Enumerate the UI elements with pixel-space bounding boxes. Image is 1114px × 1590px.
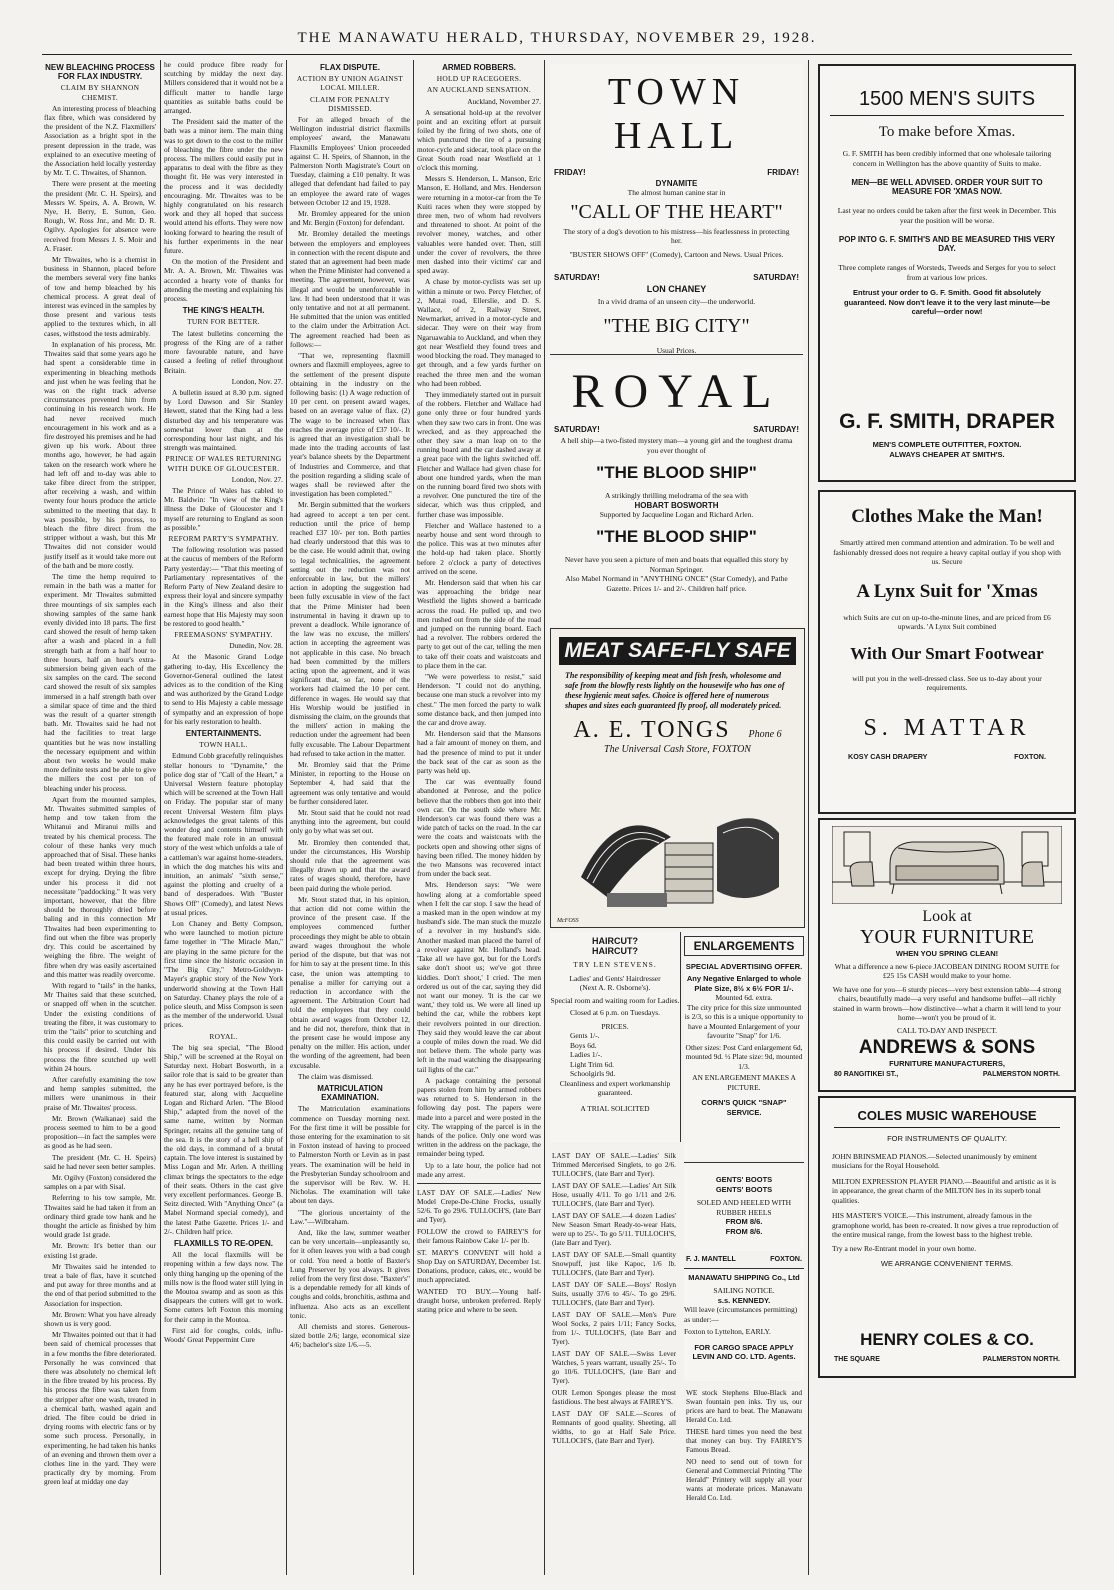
paragraph: A sensational hold-up at the revolver point and an exciting effort at pursuit foiled by the firing of two shots, one of which punctured the tire of a pursuing motor-cycle and sidecar, took place on the Great South road near Westfield at 1 o'clock this morning.	[417, 107, 541, 173]
ad-line: which Suits are cut on up-to-the-minute lines, and are priced from £6 upwards. 'A Lynx Suit combined	[843, 612, 1051, 631]
ad-heading: ENLARGEMENTS	[684, 936, 804, 956]
ad-title: ROYAL	[571, 365, 782, 418]
paragraph: Mr. Henderson said that when his car was approaching the bridge near Westfield the lights showed a barricade across the road. He pulled up, and two men rushed out from the side of the road and jumped on the running board. Each had a revolver. The robbers ordered the party to get out of the car, telling the men to take off their coats and waistcoats and to place them in the car.	[417, 577, 541, 670]
paragraph: First aid for coughs, colds, influ-Woods' Great Peppermint Cure	[164, 1325, 283, 1345]
coles-music-ad	[818, 1096, 1076, 1320]
ad-title: TOWN HALL	[607, 71, 746, 157]
ad-subtitle: To make before Xmas.	[878, 124, 1016, 140]
paragraph: Mr. Bromley then contended that, under the circumstances, His Worship should rule that the agreement was illegally drawn up and that the award rates of wages should, therefore, have been paid during the whole period.	[290, 837, 410, 893]
ad-line: SOLED AND HEELED WITH RUBBER HEELS	[696, 1198, 792, 1217]
ad-heading: GENTS' BOOTS	[715, 1175, 773, 1184]
paragraph: Apart from the mounted samples, Mr. Thwaites submitted samples of hemp and tow taken from the Whitanui and Miranui mills and treated by his chemical process. The colour of these hanks very much approached that of Sisal. These hanks had been treated within three hours, except for drying. Drying the fibre under his process it did not necessitate "paddocking." It was very important, however, that the fibre should be thoroughly dried before baling and in this connection Mr Thwaites had been experimenting to find out when the fibre was properly dry. This could be ascertained by weighing the fibre. The weight of fibre when dry was easily ascertained and this matter was readily overcome.	[44, 794, 156, 979]
paragraph: Mr Thwaites said he intended to treat a bale of flax, have it scutched and put away for three months and at the end of that period submitted to the Association for inspection.	[44, 1261, 156, 1308]
town-name: PALMERSTON NORTH.	[982, 1356, 1060, 1363]
film-title: "THE BLOOD SHIP"	[596, 463, 757, 482]
classified-ad: FOLLOW the crowd to FAIREY'S for their famous Rainbow Cake 1/- per lb.	[417, 1226, 541, 1245]
paragraph: Lon Chaney and Betty Compson, who were launched to motion picture fame together in "The Miracle Man," are playing in the same picture for the first time since the historic occasion in "The Big City," Metro-Goldwyn-Mayer's graphic story of the New York underworld showing at the Town Hall on Saturday. Chaney plays the role of a police sleuth, and Miss Compson is seen as the member of the underworld. Usual prices.	[164, 919, 283, 1030]
paragraph: Mr. Bromley said that the Prime Minister, in reporting to the House on September 4, had said that the agreement was only tentative and would be further considered later.	[290, 760, 410, 806]
paragraph: The Prince of Wales has cabled to Mr. Baldwin: "In view of the King's illness the Duke of Gloucester and I myself are returning to England as soon as possible."	[164, 485, 283, 532]
paragraph: The President said the matter of the bath was a minor item. The main thing was to get down to the cost to the miller of bleaching the fibre under the new process. The millers could easily put in apparatus to deal with the fibre as they thought fit. He was very interested in the process and it was decidedly encouraging. Mr. Thwaites was to be highly congratulated on his research work and they all hoped that success would attend his efforts. They were now looking forward to hearing the result of his further experiments in the near future.	[164, 117, 283, 256]
classified-ad: LAST DAY OF SALE.—Scores of Remnants of good quality. Sheeting, all widths, to go at Half Sale Price. TULLOCH'S, (late Barr and Tyer).	[552, 1409, 676, 1445]
ad-line: ALWAYS CHEAPER AT SMITH'S.	[889, 449, 1005, 459]
classified-ad: LAST DAY OF SALE.—Boys' Roslyn Suits, usually 37/6 to 45/-. To go 29/6. TULLOCH'S, (late Barr and Tyer).	[552, 1280, 676, 1307]
star-name: HOBART BOSWORTH	[634, 500, 719, 510]
phone-number: Phone 6	[748, 729, 782, 740]
paragraph: Mr. Bromley appeared for the union and Mr. Bergin (Foxton) for defendant.	[290, 209, 410, 228]
subheadline: CLAIM BY SHANNON CHEMIST.	[60, 83, 140, 102]
paragraph: Referring to his tow sample, Mr. Thwaites said he had taken it from an ordinary third grade tow hank and he thought the article as finished by him would grade 1st grade.	[44, 1193, 156, 1240]
paragraph: Messrs S. Henderson, L. Manson, Eric Manson, E. Holland, and Mrs. Henderson were returning in a motor-car from the Te Kuiti races when they were stopped by three men, two of whom had revolvers and threatened to shoot. At point of the revolver money, watches, and other valuables were handed over. Then, still under the cover of revolvers, the three men dashed into their victims' car and sped away.	[417, 174, 541, 276]
haircut-ad	[550, 932, 681, 1142]
paragraph: Mr Thwaites pointed out that it had been said of chemical processes that in a few months the fibre deteriorated. Personally he was convinced that there was absolutely no chemical left in the fibre treated by his process. By his process the fibre was taken from the stripper after one wash, treated in a chemical bath, washed again and dried. The fibre could be dried in drying rooms with electric fans or by some such process. Personally, in experimenting, he had taken his hanks of an evening and thrown them over a clothes line in the yard. They were practically dry by morning. From green leaf at midday one day	[44, 1330, 156, 1487]
film-title: "THE BLOOD SHIP"	[596, 527, 757, 546]
paragraph: An interesting process of bleaching flax fibre, which was considered by the president of the N.Z. Flaxmillers' Association as a bright spot in the present depression in the trade, was explained to an executive meeting of the Association held locally yesterday by Mr. T. C. Thwaites, of Shannon.	[44, 103, 156, 178]
price-item: Light Trim 6d.	[570, 1059, 614, 1069]
dateline: London, Nov. 27.	[231, 376, 283, 386]
ad-line: What a difference a new 6-piece JACOBEAN DINING ROOM SUITE for £25 15s CASH would make to your home.	[834, 961, 1060, 980]
dateline: Dunedin, Nov. 28.	[229, 641, 283, 651]
headline: ARMED ROBBERS.	[442, 63, 516, 72]
film-title: "THE BIG CITY"	[603, 314, 750, 337]
classified-ad: NO need to send out of town for General and Commercial Printing "The Herald" Printery will supply all your wants at moderate prices. Manawatu Herald Co. Ltd.	[686, 1457, 802, 1502]
ship-name: s.s. KENNEDY.	[717, 1295, 771, 1305]
business-name: TRY LEN STEVENS.	[573, 960, 657, 969]
town-hall-ad	[550, 64, 803, 355]
price-item: Boys 6d.	[570, 1040, 597, 1050]
address: 80 RANGITIKEI ST.,	[834, 1070, 899, 1078]
paragraph: With regard to "tails" in the hanks, Mr Thaites said that these scutched, or snapped off when in the scutcher. Under the existing conditions of treating the fibre, it was customary to trim the "tails" prior to scutching and this could easily be carried out with his process if desired. Under his process the fibre scutched up well within 24 hours.	[44, 980, 156, 1073]
classified-ad: OUR Lemon Sponges please the most fastidious. The best always at FAIREY'S.	[552, 1388, 676, 1406]
paragraph: The president (Mr. C. H. Speirs) said he had never seen better samples.	[44, 1152, 156, 1171]
masthead: THE MANAWATU HERALD, THURSDAY, NOVEMBER 29, 1928.	[297, 30, 817, 46]
description: Never have you seen a picture of men and boats that equalled this story by Norman Springer.	[564, 555, 789, 574]
ad-line: Cleanliness and expert workmanship guaranteed.	[559, 1078, 671, 1097]
ad-title: YOUR FURNITURE	[860, 926, 1034, 948]
ad-line: FROM 8/6.	[725, 1226, 763, 1236]
business-name: S. MATTAR	[863, 714, 1031, 741]
paragraph: The car was eventually found abandoned at Penrose, and the police believe that the robbers then got into their own car. On the south side where Mr. Henderson's car was found there was a wide patch of tacks on the road. In the car were the coats and waistcoats with the pockets open and showing other signs of having been rifled. The money hidden by the two Mansons was recovered intact from under the back seat.	[417, 777, 541, 879]
town-name: PALMERSTON NORTH.	[982, 1070, 1060, 1078]
ad-line: We have one for you—6 sturdy pieces—very best extension table—4 strong chairs, beautifully made—a very useful and handsome buffet—all richly stained in warm brown—how distinctive—what a charm it will lend to your home—won't you be proud of it.	[832, 984, 1062, 1022]
classifieds	[552, 1148, 676, 1580]
column-bleaching-article	[44, 60, 156, 1575]
town-name: FOXTON.	[1014, 751, 1046, 761]
subheadline: REFORM PARTY'S SYMPATHY.	[168, 533, 279, 543]
enlargements-ad	[684, 932, 804, 1160]
ad-heading: HAIRCUT?	[592, 946, 638, 956]
ad-line: SPECIAL ADVERTISING OFFER.	[685, 962, 803, 971]
paragraph: All the local flaxmills will be reopening within a few days now. The only thing hanging up the opening of the mills now is the flood water still lying in the Moutoa swamp and as soon as this disappears the cutters will get to work. Some cutters left Foxton this morning for their camp in the Moutoa.	[164, 1250, 283, 1324]
paragraph: At the Masonic Grand Lodge gathering to-day, His Excellency the Governor-General outlined the latest advices as to the condition of the King and was authorized by the Grand Lodge to send to His Majesty a cable message of sympathy and an expression of hope for his early restoration to health.	[164, 652, 283, 726]
price-item: Gents 1/-.	[570, 1031, 600, 1040]
ad-heading: Look at	[922, 908, 972, 925]
paragraph: Mr. Stout said that he could not read anything into the agreement, but could only go by what was set out.	[290, 808, 410, 836]
paragraph: Edmund Cobb gracefully relinquishes stellar honours to "Dynamite," the police dog star of "Call of the Heart," a Universal Western feature photoplay which will be screened at the Town Hall on Friday. The popular star of many recent Universal Western film plays acknowledges the great talents of this wonder dog and contents himself with the featured male role in an unusual story of the west which unfolds a tale of a cattleman's war against home-steaders, in which the dog matches his wits and intuition, an animals' "sixth sense," against the plotting and cruelty of a band of desperadoes. With "Buster Shows Off" (Comedy), and latest News at usual prices.	[164, 751, 283, 917]
ad-heading: MANAWATU SHIPPING Co., Ltd	[688, 1273, 800, 1282]
artist-signature: McFOSS	[557, 918, 579, 924]
paragraph: Up to a late hour, the police had not made any arrest.	[417, 1160, 541, 1179]
paragraph: A bulletin issued at 8.30 p.m. signed by Lord Dawson and Sir Stanley Hewett, stated that the King had a less disturbed day and his temperature was somewhat lower than at the corresponding hour last night, and his strength was maintained.	[164, 387, 283, 453]
address: THE SQUARE	[834, 1356, 880, 1363]
ad-title: COLES MUSIC WAREHOUSE	[834, 1108, 1060, 1128]
royal-ad	[550, 360, 803, 625]
ad-line: FOR CARGO SPACE APPLY LEVIN AND CO. LTD. Agents.	[692, 1342, 796, 1361]
subheadline: ACTION BY UNION AGAINST LOCAL MILLER.	[296, 74, 404, 93]
paragraph: The following resolution was passed at the caucus of members of the Reform Party yesterday:— "That this meeting of Parliamentary representatives of the Reform Party of New Zealand desire to express their loyal and sincere sympathy in the King's illness and also their earnest hope that His Majesty may soon be restored to good health."	[164, 545, 283, 628]
store-sub: The Universal Cash Store, FOXTON	[604, 744, 751, 755]
ad-line: Mounted 6d. extra.	[715, 993, 773, 1002]
day-label: SATURDAY!	[554, 425, 600, 434]
subheadline: ROYAL.	[209, 1031, 238, 1041]
paragraph: Mr Thwaites, who is a chemist in business in Shannon, placed before the members several very fine hanks of tow and hemp bleached by his chemical process. A great deal of interest was evinced in the samples by those present and various tests applied to the textures which, in all cases, withstood the tests admirably.	[44, 255, 156, 338]
ad-line: FOR INSTRUMENTS OF QUALITY.	[887, 1134, 1007, 1143]
headline: THE KING'S HEALTH.	[182, 306, 265, 316]
paragraph: "The glorious uncertainty of the Law."—Wilbraham.	[290, 1207, 410, 1226]
ad-line: WE ARRANGE CONVENIENT TERMS.	[880, 1259, 1014, 1268]
support-program: Also Mabel Normand in "ANYTHING ONCE" (Star Comedy), and Pathe Gazette. Prices 1/- and 2/-. Children half price.	[565, 574, 788, 593]
suits-ad	[818, 64, 1076, 403]
ad-line: CORN'S QUICK "SNAP" SERVICE.	[701, 1098, 787, 1117]
ad-line: Foxton to Lyttelton, EARLY.	[684, 1327, 771, 1336]
ad-line: WHEN YOU SPRING CLEAN!	[895, 949, 999, 958]
day-label: SATURDAY!	[753, 273, 799, 282]
ad-line: Three complete ranges of Worsteds, Tweeds and Serges for you to select from at various low prices.	[838, 263, 1056, 282]
shipping-ad	[684, 1268, 804, 1381]
ad-text: The responsibility of keeping meat and fish fresh, wholesome and safe from the blowfly rests lightly on the housewife who has one of these hygienic meat safes. Choice is offered here of numerous shapes and sizes each guaranteed fly proof, all moderately priced.	[565, 671, 785, 710]
paragraph: They immediately started out in pursuit of the robbers. Fletcher and Wallace had gone only three or four hundred yards when they saw two cars in front. One was wrecked, and as they approached the other they saw a man leap on to the running board and the car dashed away at a great pace with the lights switched off. Fletcher and Wallace had given chase for about one hundred yards, when the man on the running board fired two shots with a revolver. One punctured the tire of the sidecar, which was thus crippled, and further chase was impossible.	[417, 389, 541, 519]
column-armed-robbers	[417, 60, 541, 1575]
ad-line: POP INTO G. F. SMITH'S AND BE MEASURED THIS VERY DAY.	[838, 235, 1056, 253]
ad-heading: A Lynx Suit for 'Xmas	[856, 580, 1038, 602]
mattar-ad	[818, 490, 1076, 814]
paragraph: "That we, representing flaxmill owners and flaxmill employees, agree to the settlement of the present dispute obtaining in the industry on the following basis: (1) A wage reduction of 10 per cent. on present award wages, based on an average value of flax. (2) The wage to be increased when flax reaches the average price of £37 10/-. It is agreed that an investigation shall be made into the trading accounts of last year's balance sheets by the Department of Industries and Commerce, and that the position regarding a sliding scale of wages shall be reviewed after the investigation has been completed."	[290, 351, 410, 499]
ad-line: Any Negative Enlarged to whole Plate Size, 8½ x 6½ FOR 1/-.	[686, 974, 802, 993]
ad-line: Ladies' and Gents' Hairdresser	[569, 973, 661, 983]
ad-line: AN ENLARGEMENT MAKES A PICTURE.	[692, 1073, 796, 1092]
masthead-rule	[42, 54, 1072, 55]
column-rule	[160, 60, 161, 1575]
classified-ad: LAST DAY OF SALE.—Ladies' Silk Trimmed Mercerised Singlets, to go 2/6. TULLOCH'S, (late Barr and Tyer).	[552, 1151, 676, 1178]
ad-line: Try a new Re-Entrant model in your own home.	[832, 1243, 977, 1253]
day-label: FRIDAY!	[554, 168, 586, 177]
ad-line: Other sizes: Post Card enlargement 6d, mounted 9d. ½ Plate size: 9d, mounted 1/3.	[685, 1042, 803, 1071]
paragraph: Fletcher and Wallace hastened to a nearby house and sent word through to the police. This was at two minutes after the hold-up had taken place. Shortly before 2 o'clock a party of detectives arrived on the scene.	[417, 520, 541, 576]
ad-line: FROM 8/6.	[725, 1217, 763, 1226]
star-name: DYNAMITE	[655, 179, 698, 188]
store-name: A. E. TONGS	[573, 717, 731, 743]
classified-ad: WE stock Stephens Blue-Black and Swan fountain pen inks. Try us, our prices are hard to beat. The Manawatu Herald Co. Ltd.	[686, 1388, 802, 1424]
price-item: Schoolgirls 9d.	[570, 1069, 616, 1078]
description: In a vivid drama of an unseen city—the underworld.	[597, 297, 756, 306]
smith-draper-ad	[818, 398, 1076, 482]
classified-ad: ST. MARY'S CONVENT will hold a Shop Day on SATURDAY, December 1st. Donations, produce, cakes, etc., would be much appreciated.	[417, 1247, 541, 1284]
column-news	[164, 60, 283, 1575]
paragraph: The time the hemp required to remain in the bath was a matter for experiment. Mr Thwaites submitted three mountings of six samples each showing samples of the same hank evenly divided into 18 parts. The first card showed the result of hemp taken after a wash and placed in a full strength bath at from a half hour to three hours, half an hour's extra-submersion being given each of the six samples on the card. The second card showed the result of six samples immersed in a half strength bath over a similar space of time and the third was the result of a quarter strength bath. Mr. Thwaites said he had not had the facilities to treat large quantities but he was now installing the necessary equipment and within about two weeks he would make more definite tests and be able to give the millers the cost per ton of bleaching under his process.	[44, 571, 156, 793]
paragraph: The claim was dismissed.	[298, 1071, 373, 1081]
ad-heading: GENTS' BOOTS	[715, 1184, 773, 1194]
support-cast: Supported by Jacqueline Logan and Richard Arlen.	[599, 509, 754, 519]
subheadline: TOWN HALL.	[199, 740, 248, 750]
ad-title: G. F. SMITH, DRAPER	[839, 410, 1055, 433]
paragraph: The latest bulletins concerning the progress of the King are of a rather more favourable nature, and have caused a feeling of relief throughout Britain.	[164, 328, 283, 375]
paragraph: Mr. Bergin submitted that the workers had agreed to accept a ten per cent. reduction until the price of hemp reached £37 10/- per ton. Both parties had clearly understood that this was to be the case. He would admit that, owing to legal technicalities, the agreement setting out the reduction was not enforceable in law, but the millers' action in adopting the suggestion had been fully excusable in view of the fact that the Prime Minister had been instrumental in having it drawn up to prevent a deadlock. While ignorance of the law was no excuse, the millers' action in accepting the agreement was not applicable in this case. No breach had been committed by the millers acting upon the agreement, and it was significant that, so far, none of the workers had claimed the 10 per cent. difference in wages. He would say that His Worship would be justified in dismissing the claim, on the grounds that the millers' action in making the reduction under the agreement had been fully excusable. The Labour Department had refused to take action in the matter.	[290, 500, 410, 758]
business-line: KOSY CASH DRAPERY	[848, 751, 928, 761]
ad-line: Smartly attired men command attention and admiration. To be well and fashionably dressed does not require a heavy capital outlay if you shop with us. Secure	[833, 538, 1061, 566]
paragraph: On the motion of the President and Mr. A. A. Brown, Mr. Thwaites was accorded a hearty vote of thanks for attending the meeting and explaining his process.	[164, 257, 283, 304]
headline: NEW BLEACHING PROCESS FOR FLAX INDUSTRY.	[45, 63, 155, 82]
classified-ad: LAST DAY OF SALE.—Ladies' Art Silk Hose, usually 4/11. To go 1/11 and 2/6. TULLOCH'S, (late Barr and Tyer).	[552, 1181, 676, 1208]
headline: ENTERTAINMENTS.	[185, 729, 262, 739]
classified-ad: THESE hard times you need the best that money can buy. Try FAIREY'S Famous Bread.	[686, 1427, 802, 1454]
paragraph: In explanation of his process, Mr. Thwaites said that some years ago he had spent a considerable time in experimenting in bleaching methods and just when he was feeling that he was on the right track adverse circumstances prevented him from continuing in his research work. He had never received much encouragement in his work and as a fire destroyed his premises and he had given up his work. About three months ago, however, he had again taken on the research work where he had left off and to-day was able to take fibre direct from the stripper, after receiving a wash, and within twenty four hours produce the article submitted to the meeting that day. It was possible, by his process, to bleach the fibre direct from the stripper without a wash, but this Mr Thwaites did not consider would justify itself as it would take more out of the bath and be more costly.	[44, 339, 156, 570]
ad-line: Last year no orders could be taken after the first week in December. This year the position will be worse.	[837, 206, 1057, 225]
ad-line: MEN—BE WELL ADVISED. ORDER YOUR SUIT TO MEASURE FOR 'XMAS NOW.	[851, 178, 1043, 196]
classified-ad: LAST DAY OF SALE.—Swiss Lever Watches, 5 years warrant, usually 25/-. To go 10/6. TULLOCH'S, (late Barr and Tyer).	[552, 1349, 676, 1385]
column-rule	[544, 60, 545, 1575]
boots-ad	[684, 1162, 804, 1251]
classified-ad: LAST DAY OF SALE.—Ladies' New Model Crepe-De-Chine Frocks, usually 52/6. To go 29/6. TULLOCH'S, (late Barr and Tyer).	[417, 1187, 541, 1224]
price-item: Ladies 1/-.	[570, 1050, 603, 1059]
headline: MATRICULATION EXAMINATION.	[317, 1083, 383, 1103]
prices-heading: PRICES.	[601, 1021, 629, 1031]
paragraph: Mr. Brown (Waikanae) said the process seemed to him to be a good proposition—in fact the samples were as good as he had seen.	[44, 1113, 156, 1151]
business-name: F. J. MANTELL	[686, 1254, 736, 1263]
subheadline: FREEMASONS' SYMPATHY.	[174, 629, 273, 639]
ad-line: MILTON EXPRESSION PLAYER PIANO.—Beautiful and artistic as it is in appearance, the great charm of the MILTON lies in its superb tonal qualities.	[832, 1176, 1057, 1205]
sofa-room-illustration	[832, 826, 1062, 904]
town-name: FOXTON.	[770, 1254, 802, 1263]
paragraph: After carefully examining the tow and hemp samples submitted, the millers were unanimous in their praise of Mr. Thwaites' process.	[44, 1074, 156, 1112]
ad-line: CALL TO-DAY AND INSPECT.	[896, 1025, 997, 1035]
support-program: "BUSTER SHOWS OFF" (Comedy), Cartoon and News. Usual Prices.	[569, 249, 784, 259]
meat-safe-illustration	[567, 797, 787, 915]
day-label: SATURDAY!	[753, 425, 799, 434]
subheadline: TURN FOR BETTER.	[187, 317, 260, 327]
paragraph: Mr. Ogilvy (Foxton) considered the samples on a par with Sisal.	[44, 1172, 156, 1192]
divider	[417, 1183, 541, 1184]
paragraph: Mrs. Henderson says: "We were howling along at a comfortable speed when I felt the car stop. I saw the head of a masked man in the open window at my husband's side. The man stuck the muzzle of a revolver in my husband's side. Another masked man placed the barrel of a revolver against Mr. Holland's head. 'Take all we have got, but for the Lord's sake don't shoot us; we've got three kiddies. Don't shoot,' I cried. The men ordered us out of the car, saying they did not want our money. 'It is the car we want,' they told us. We were all lined up behind the car, while the robbers kept their revolvers pointed in our direction. They said they would leave the car about a couple of miles down the road. We did not believe them. The whole party was left in the road watching the disappearing tail lights of the car."	[417, 880, 541, 1074]
ad-line: HIS MASTER'S VOICE.—This instrument, already famous in the gramophone world, has been re-created. It now gives a true reproduction of the entire musical range, from the lowest bass to the highest treble.	[832, 1211, 1059, 1239]
paragraph: "We were powerless to resist," said Henderson. "I could not do anything, because one man stuck a revolver into my chest." The men forced the party to walk some distance back, and then jumped into the car and drove away.	[417, 672, 541, 728]
prices: Usual Prices.	[656, 345, 697, 355]
description: The almost human canine star in	[627, 188, 726, 197]
ad-line: Closed at 6 p.m. on Tuesdays.	[569, 1008, 660, 1017]
henry-coles-ad	[818, 1316, 1076, 1378]
furniture-ad	[818, 818, 1076, 1092]
paragraph: Mr. Stout stated that, in his opinion, that action did not come within the province of the present case. If the employees commenced further proceedings they might be able to obtain award wages throughout the whole period of the dispute, but that was not for him to say at the present time. In this case, the union was attempting to penalise a miller for carrying out a reduction in accordance with the agreement. The Arbitration Court had told the employees that they could obtain award wages from October 12, and he did not, therefore, think that in the present case he would impose any penalty on the miller. His action, under the wording of the agreement, had been excusable.	[290, 894, 410, 1070]
ad-line: Entrust your order to G. F. Smith. Good fit absolutely guaranteed. Now don't leave it to the very last minute—be careful—order now!	[844, 288, 1050, 316]
ad-line: Will leave (circumstances permitting) as under:—	[684, 1305, 798, 1324]
day-label: SATURDAY!	[554, 273, 600, 282]
dateline: London, Nov. 27.	[231, 474, 283, 484]
ad-line: (Next A. R. Osborne's).	[579, 983, 651, 992]
subheadline: AN AUCKLAND SENSATION.	[426, 85, 532, 95]
paragraph: Mr. Brown: What you have already shown us is very good.	[44, 1309, 156, 1329]
ad-line: FURNITURE MANUFACTURERS,	[889, 1059, 1005, 1068]
classified-ad: WANTED TO BUY.—Young half-draught horse, unbroken preferred. Reply stating price and where to be seen.	[417, 1286, 541, 1314]
column-rule	[413, 60, 414, 1575]
ad-line: A TRIAL SOLICITED	[580, 1103, 650, 1113]
ad-line: The city price for this size unmounted is 2/3, so this is a unique opportunity to have a Mounted Enlargement of your favourite "Snap" for 1/6.	[684, 1002, 804, 1040]
subheadline: CLAIM FOR PENALTY DISMISSED.	[310, 94, 390, 113]
description: A strikingly thrilling melodrama of the sea with	[604, 491, 749, 500]
ad-line: G. F. SMITH has been credibly informed that one wholesale tailoring concern in Wellington has the above quantity of Suits to make.	[842, 149, 1052, 168]
paragraph: The Matriculation examinations commence on Tuesday morning next. For the first time it will be possible for those entering for the examination to sit in Foxton instead of having to proceed to Palmerston North or Levin as in past years. The examination will be held in the Presbyterian Sunday schoolroom and the supervisor will be Rev. W. H. Nicholas. The examination will take about ten days.	[290, 1104, 410, 1206]
paragraph: A package containing the personal papers stolen from him by armed robbers was returned to S. Henderson in the following day post. The papers were made into a parcel and were posted in the city. The wrapping of the parcel is in the hands of the police. Only one word was written in the address on the package, the remainder being typed.	[417, 1075, 541, 1159]
ad-banner: MEAT SAFE-FLY SAFE	[559, 637, 796, 665]
meat-safe-ad	[550, 628, 805, 928]
column-rule	[286, 60, 287, 1575]
description: A hell ship—a two-fisted mystery man—a young girl and the toughest drama you ever thought of	[560, 436, 793, 455]
headline: FLAX DISPUTE.	[319, 63, 380, 72]
subheadline: PRINCE OF WALES RETURNING WITH DUKE OF GLOUCESTER.	[165, 454, 282, 473]
paragraph: Mr. Henderson said that the Mansons had a fair amount of money on them, and had the presence of mind to put it under the back seat of the car as soon as the party was held up.	[417, 729, 541, 776]
paragraph: And, like the law, summer weather can be very uncertain—unpleasantly so, for it often leaves you with a bad cough or cold. You need a bottle of Baxter's Lung Preserver by you always. It gives relief from the very first dose. "Baxter's" is a dependable remedy for all kinds of coughs and colds, bronchitis, asthma and influenza. Also acts as an excellent tonic.	[290, 1227, 410, 1320]
ad-line: will put you in the well-dressed class. See us to-day about your requirements.	[852, 673, 1042, 692]
paragraph: All chemists and stores. Generous-sized bottle 2/6; large, economical size 4/6; bachelor's size 1/6.—5.	[290, 1322, 410, 1350]
film-title: "CALL OF THE HEART"	[570, 200, 783, 223]
business-name: HENRY COLES & CO.	[860, 1330, 1034, 1349]
star-name: LON CHANEY	[646, 284, 707, 294]
ad-heading: With Our Smart Footwear	[850, 643, 1044, 663]
ad-title: Clothes Make the Man!	[851, 506, 1043, 527]
misc-classifieds	[686, 1385, 802, 1580]
paragraph: he could produce fibre ready for scutching by midday the next day. Millers considered that it would not be a difficult matter to handle large quantities as suitable baths could be arranged.	[164, 60, 283, 116]
ad-line: JOHN BRINSMEAD PIANOS.—Selected unanimously by eminent musicians for the Royal Household.	[832, 1151, 1037, 1170]
paragraph: The big sea special, "The Blood Ship," will be screened at the Royal on Saturday next. Hobart Bosworth, in a sailor role that is said to be greater than any he has ever portrayed before, is the featured star, along with Jacqueline Logan and Richard Arlen. "The Blood Ship," adapted from the novel of the same name, written by Norman Springer, retains all the genuine tang of the sea. It is the story of a hell ship of the old days, in command of a brutal captain. The love interest is sustained by Miss Logan and Mr. Arlen. A thrilling climax brings the spectators to the edge of their seats. Others in the cast give very excellent performances. George B. Seitz directed. With "Anything Once" (a Mabel Normand special comedy), and the latest Pathe Gazette. Prices 1/- and 2/-. Children half price.	[164, 1042, 283, 1236]
ad-line: MEN'S COMPLETE OUTFITTER, FOXTON.	[872, 440, 1022, 449]
description: The story of a dog's devotion to his mistress—his fearlessness in protecting her.	[563, 226, 790, 245]
paragraph: A chase by motor-cyclists was set up within a minute or two. Percy Fletcher, of 2, Mutai road, Ellerslie, and D. S. Wallace, of 2, Railway Street, Newmarket, arrived in a motor-cycle and sidecar. They were on their way from Ngaruawahia to Auckland, and when they got near Westfield they found trees and wood blocking the road. They managed to get through, and a few yards further on reached the three men and the woman who had been robbed.	[417, 277, 541, 388]
classified-ad: LAST DAY OF SALE.—4 dozen Ladies' New Season Smart Ready-to-wear Hats, were up to 25/-. To go 5/11. TULLOCH'S, (late Barr and Tyer).	[552, 1211, 676, 1247]
day-label: FRIDAY!	[767, 168, 799, 177]
classified-ad: LAST DAY OF SALE.—Small quantity Snowpuff, just like Kapoc, 1/6 lb. TULLOCH'S, (late Barr and Tyer).	[552, 1250, 676, 1277]
dateline: Auckland, November 27.	[467, 96, 541, 106]
headline: FLAXMILLS TO RE-OPEN.	[174, 1238, 273, 1248]
business-name: ANDREWS & SONS	[858, 1037, 1036, 1058]
column-rule	[808, 60, 809, 1575]
column-flax-dispute	[290, 60, 410, 1575]
ad-line: SAILING NOTICE.	[713, 1286, 775, 1295]
subheadline: HOLD UP RACEGOERS.	[436, 74, 522, 84]
paragraph: Mr. Brown: It's better than our existing 1st grade.	[44, 1241, 156, 1260]
ad-heading: HAIRCUT?	[592, 936, 638, 946]
mantell-footer	[686, 1254, 802, 1263]
classified-ad: LAST DAY OF SALE.—Men's Pure Wool Socks, 2 pairs 1/11; Fancy Socks, from 1/-. TULLOCH'S, (late Barr and Tyer).	[552, 1310, 676, 1346]
ad-line: Special room and waiting room for Ladies.	[550, 995, 680, 1005]
paragraph: There were present at the meeting the president (Mr. C. H. Speirs), and Messrs W. Speirs, A. A. Brown, W. Nye, H. Berry, E. Sutton, Geo. Rough, W. Ross Jnr., and Mr. D. R. Ogilvy. Apologies for absence were received from Messrs J. S. Moir and A. Fraser.	[44, 179, 156, 253]
ad-title: 1500 MEN'S SUITS	[830, 88, 1064, 116]
paragraph: Mr. Bromley detailed the meetings between the employers and employees in connection with the recent dispute and stated that an agreement had been made when the Prime Minister had convened a meeting. The agreement, however, was illegal and would be unenforceable in law. It had been understood that it was only tentative and not at all permanent. He submitted that the union was entitled to the claim under the Arbitration Act. The agreement reached had been as follows:—	[290, 229, 410, 349]
paragraph: For an alleged breach of the Wellington industrial district flaxmills employees' award, the Manawatu Flaxmills Employees' Union proceeded against C. H. Speirs, of Shannon, in the Palmerston North Magistrate's Court on Tuesday, claiming a £10 penalty. It was alleged that defendant had failed to pay an employee the award rate of wages between October 12 and 19, 1928.	[290, 115, 410, 207]
